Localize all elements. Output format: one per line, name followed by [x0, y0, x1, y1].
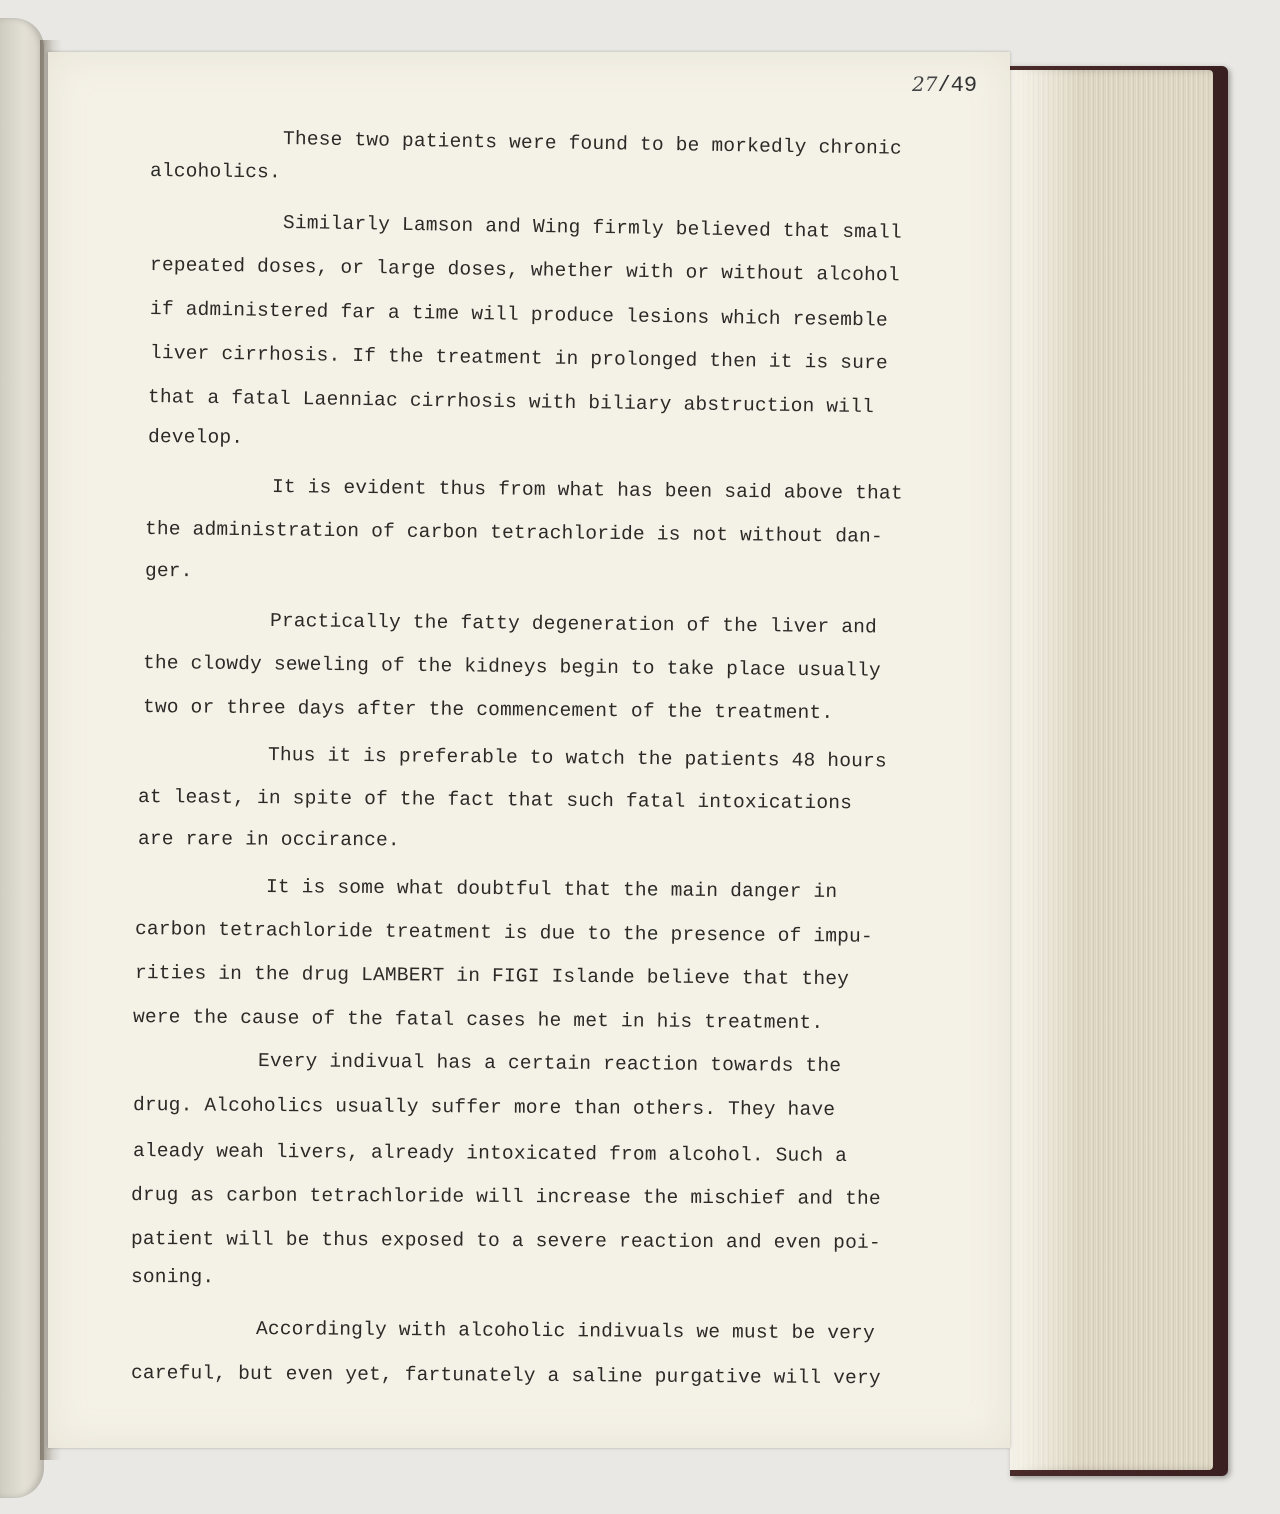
text-line: the clowdy seweling of the kidneys begin to take place usually — [142, 652, 881, 682]
text-line: drug as carbon tetrachloride will increase the mischief and the — [130, 1184, 881, 1210]
text-line: repeated doses, or large doses, whether with or without alcohol — [149, 254, 900, 287]
text-line: Accordingly with alcoholic indivuals we must be very — [255, 1318, 875, 1345]
text-line: develop. — [147, 426, 244, 449]
handwritten-page-number: 27 — [912, 72, 938, 96]
text-line: careful, but even yet, fartunately a saline purgative will very — [130, 1362, 881, 1390]
text-line: the administration of carbon tetrachloride is not without dan- — [144, 518, 883, 548]
text-line: ger. — [144, 560, 193, 583]
text-line: It is some what doubtful that the main danger in — [265, 876, 838, 903]
text-line: patient will be thus exposed to a severe reaction and even poi- — [130, 1228, 881, 1254]
text-line: are rare in occirance. — [137, 828, 400, 852]
text-line: rities in the drug LAMBERT in FIGI Islande believe that they — [134, 962, 850, 991]
text-line: liver cirrhosis. If the treatment in prolonged then it is sure — [149, 342, 889, 375]
page-number-separator: / — [937, 73, 951, 98]
text-line: alcoholics. — [149, 160, 282, 184]
text-line: carbon tetrachloride treatment is due to the presence of impu- — [134, 918, 873, 948]
text-line: Every indivual has a certain reaction towards the — [257, 1050, 842, 1078]
page-block-edge — [1010, 70, 1213, 1470]
text-line: It is evident thus from what has been said above that — [271, 476, 903, 505]
text-line: Thus it is preferable to watch the patients 48 hours — [267, 744, 887, 773]
text-line: at least, in spite of the fact that such fatal intoxications — [137, 786, 853, 815]
text-line: that a fatal Laenniac cirrhosis with biliary abstruction will — [147, 386, 875, 419]
text-line: Practically the fatty degeneration of the liver and — [269, 610, 878, 639]
text-line: aleady weah livers, already intoxicated from alcohol. Such a — [132, 1140, 848, 1167]
text-line: soning. — [130, 1266, 215, 1289]
text-line: drug. Alcoholics usually suffer more than others. They have — [132, 1094, 836, 1121]
typed-page-number: 49 — [950, 73, 978, 98]
page-number — [912, 72, 977, 98]
text-line: if administered far a time will produce lesions which resemble — [149, 298, 889, 332]
text-line: Similarly Lamson and Wing firmly believed that small — [282, 212, 903, 244]
text-line: were the cause of the fatal cases he met in his treatment. — [132, 1006, 824, 1035]
text-line: two or three days after the commencement of the treatment. — [142, 696, 834, 725]
text-line: These two patients were found to be morkedly chronic — [282, 128, 903, 160]
left-facing-page — [0, 18, 44, 1498]
